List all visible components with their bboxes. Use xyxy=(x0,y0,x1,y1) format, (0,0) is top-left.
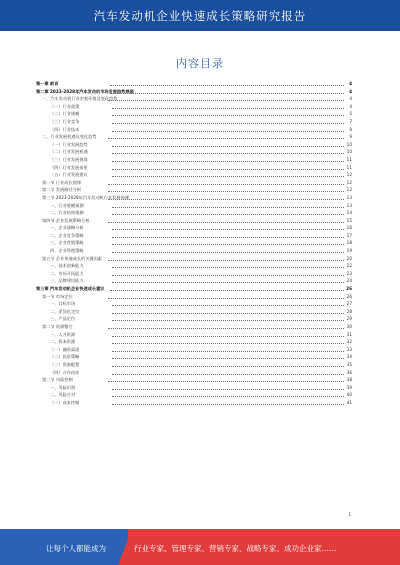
toc-dot-leader xyxy=(112,169,344,170)
toc-entry-page: 12 xyxy=(346,187,352,193)
footer-slogan-left: 让每个人都能成为 xyxy=(46,544,106,553)
footer-slogan-right: 行业专家、管理专家、营销专家、战略专家、成功企业家…… xyxy=(134,544,337,553)
toc-dot-leader xyxy=(112,229,344,230)
toc-entry[interactable] xyxy=(36,331,352,339)
page-number: 1 xyxy=(348,512,351,517)
table-of-contents xyxy=(36,80,352,407)
toc-entry-title: 第三节 2023-2028年汽车发动机行业发展预测 xyxy=(42,194,129,200)
toc-entry-page: 12 xyxy=(346,172,352,178)
toc-entry-title: 二、企业竞争策略 xyxy=(50,232,84,238)
report-title: 汽车发动机企业快速成长策略研究报告 xyxy=(93,9,307,23)
toc-entry-title: 第二章 2023-2028年汽车发动机市场发展趋势展望 xyxy=(36,88,134,94)
toc-dot-leader xyxy=(112,305,344,306)
toc-entry-title: 一、企业战略分析 xyxy=(50,225,84,231)
toc-entry[interactable] xyxy=(36,338,352,346)
toc-entry[interactable] xyxy=(36,133,352,141)
toc-entry-page: 39 xyxy=(346,384,352,390)
toc-entry[interactable] xyxy=(36,361,352,369)
toc-entry-page: 40 xyxy=(346,392,352,398)
toc-entry-title: 一、汽车发动机行业宏观环境及变化趋势 xyxy=(42,96,118,102)
toc-entry-title: 第二节 发展路径分析 xyxy=(42,187,82,193)
toc-entry-title: （一）融资渠道 xyxy=(50,346,80,352)
toc-entry[interactable] xyxy=(36,95,352,103)
toc-entry[interactable] xyxy=(36,353,352,361)
toc-entry-page: 23 xyxy=(346,270,352,276)
toc-entry[interactable] xyxy=(36,126,352,134)
toc-entry-title: 一、人才资源 xyxy=(50,331,76,337)
toc-entry-title: （二）投资策略 xyxy=(50,354,80,360)
toc-entry[interactable] xyxy=(36,141,352,149)
toc-entry[interactable] xyxy=(36,376,352,384)
toc-dot-leader xyxy=(112,358,344,359)
toc-entry-title: 一、技术创新能力 xyxy=(50,263,84,269)
header-bar xyxy=(0,0,400,31)
toc-dot-leader xyxy=(112,336,344,337)
toc-entry[interactable] xyxy=(36,384,352,392)
toc-entry-page: 27 xyxy=(346,301,352,307)
toc-entry-page: 13 xyxy=(346,202,352,208)
toc-entry-page: 17 xyxy=(346,232,352,238)
toc-dot-leader xyxy=(108,100,344,101)
toc-entry-page: 30 xyxy=(346,324,352,329)
toc-entry[interactable] xyxy=(36,239,352,247)
toc-entry-page: 4 xyxy=(349,88,352,94)
toc-entry-title: 第一章 前言 xyxy=(36,81,59,86)
toc-entry[interactable] xyxy=(36,369,352,377)
toc-dot-leader xyxy=(112,214,344,215)
toc-entry[interactable] xyxy=(36,164,352,172)
toc-entry-title: 一、目标市场 xyxy=(50,301,76,307)
toc-dot-leader xyxy=(112,320,344,321)
toc-entry-page: 16 xyxy=(346,225,352,231)
toc-dot-leader xyxy=(110,290,344,291)
toc-chapter-entry[interactable] xyxy=(36,88,352,96)
toc-chapter-entry[interactable] xyxy=(36,80,352,88)
toc-entry-title: 二、差异化定位 xyxy=(50,308,80,314)
toc-dot-leader xyxy=(108,328,344,329)
toc-dot-leader xyxy=(112,252,344,253)
toc-entry-title: （一）行业发展趋势 xyxy=(50,141,88,147)
toc-heading: 内容目录 xyxy=(176,57,224,70)
toc-entry[interactable] xyxy=(36,171,352,179)
toc-entry[interactable] xyxy=(36,247,352,255)
toc-dot-leader xyxy=(112,313,344,314)
toc-entry-title: （三）资源配置 xyxy=(50,361,80,367)
toc-dot-leader xyxy=(108,138,344,139)
toc-entry[interactable] xyxy=(36,308,352,316)
toc-entry[interactable] xyxy=(36,255,352,263)
toc-entry-page: 4 xyxy=(349,96,352,102)
toc-entry[interactable] xyxy=(36,156,352,164)
toc-entry-title: （一）成本控制 xyxy=(50,399,80,405)
toc-entry-page: 36 xyxy=(346,369,352,375)
toc-dot-leader xyxy=(108,199,344,200)
toc-entry-page: 8 xyxy=(349,126,352,132)
toc-dot-leader xyxy=(110,93,344,94)
toc-entry[interactable] xyxy=(36,346,352,354)
toc-entry[interactable] xyxy=(36,277,352,285)
toc-entry-title: 第五节 企业快速成长的关键因素 xyxy=(42,255,102,261)
toc-entry-page: 20 xyxy=(346,255,352,261)
toc-entry-page: 10 xyxy=(346,149,352,155)
footer-divider xyxy=(118,529,132,565)
toc-dot-leader xyxy=(108,222,344,223)
toc-entry-title: （四）行业发展前景 xyxy=(50,164,88,170)
footer-banner xyxy=(0,529,400,565)
toc-entry[interactable] xyxy=(36,194,352,202)
toc-entry-page: 9 xyxy=(349,134,352,140)
toc-entry-title: （三）行业竞争 xyxy=(50,118,80,124)
toc-chapter-entry[interactable] xyxy=(36,285,352,293)
toc-dot-leader xyxy=(112,153,344,154)
toc-entry-title: 第四节 企业发展策略分析 xyxy=(42,217,90,223)
toc-dot-leader xyxy=(112,244,344,245)
toc-entry-page: 28 xyxy=(346,308,352,314)
toc-entry-title: 第一节 行业成长规律 xyxy=(42,179,82,185)
toc-entry-page: 7 xyxy=(349,118,352,124)
toc-entry-page: 5 xyxy=(349,111,352,117)
toc-dot-leader xyxy=(110,85,344,86)
toc-dot-leader xyxy=(112,275,344,276)
toc-entry[interactable] xyxy=(36,209,352,217)
toc-entry-title: 三、品牌建设能力 xyxy=(50,278,84,284)
toc-dot-leader xyxy=(112,131,344,132)
toc-entry-title: （五）行业发展建议 xyxy=(50,172,88,178)
toc-entry-page: 13 xyxy=(346,194,352,200)
toc-entry-title: （四）行业技术 xyxy=(50,126,80,132)
toc-entry-page: 12 xyxy=(346,179,352,185)
toc-entry-title: 二、行业发展机遇及变化趋势 xyxy=(42,134,97,140)
toc-dot-leader xyxy=(112,366,344,367)
toc-entry[interactable] xyxy=(36,293,352,301)
toc-entry[interactable] xyxy=(36,262,352,270)
toc-entry-page: 15 xyxy=(346,217,352,223)
toc-entry-page: 14 xyxy=(346,210,352,216)
toc-entry-page: 26 xyxy=(346,293,352,299)
toc-entry-page: 18 xyxy=(346,240,352,246)
toc-entry[interactable] xyxy=(36,118,352,126)
toc-dot-leader xyxy=(112,237,344,238)
toc-entry-page: 19 xyxy=(346,248,352,254)
toc-entry[interactable] xyxy=(36,110,352,118)
toc-entry[interactable] xyxy=(36,148,352,156)
toc-entry-page: 10 xyxy=(346,141,352,147)
toc-entry[interactable] xyxy=(36,399,352,407)
toc-entry[interactable] xyxy=(36,202,352,210)
toc-dot-leader xyxy=(112,123,344,124)
toc-entry-title: （二）行业发展机遇 xyxy=(50,149,88,155)
toc-entry-title: 第三节 风险控制 xyxy=(42,377,73,383)
toc-entry-title: （三）行业发展挑战 xyxy=(50,156,88,162)
toc-dot-leader xyxy=(108,381,344,382)
toc-entry-title: 一、风险识别 xyxy=(50,384,76,390)
toc-entry[interactable] xyxy=(36,186,352,194)
toc-entry-page: 4 xyxy=(349,81,352,86)
toc-entry[interactable] xyxy=(36,300,352,308)
toc-dot-leader xyxy=(112,161,344,162)
toc-dot-leader xyxy=(108,184,344,185)
toc-entry[interactable] xyxy=(36,224,352,232)
toc-entry-title: 第二节 资源整合 xyxy=(42,324,73,329)
toc-entry[interactable] xyxy=(36,270,352,278)
toc-dot-leader xyxy=(112,176,344,177)
toc-entry-page: 26 xyxy=(346,286,352,292)
toc-entry-page: 29 xyxy=(346,316,352,322)
toc-dot-leader xyxy=(112,146,344,147)
toc-entry-page: 31 xyxy=(346,331,352,337)
toc-dot-leader xyxy=(108,260,344,261)
toc-dot-leader xyxy=(112,108,344,109)
toc-entry-page: 24 xyxy=(346,278,352,284)
toc-entry[interactable] xyxy=(36,315,352,323)
toc-entry[interactable] xyxy=(36,103,352,111)
toc-dot-leader xyxy=(112,374,344,375)
toc-entry-title: （四）合作伙伴 xyxy=(50,369,80,375)
toc-entry-title: 第一节 市场定位 xyxy=(42,293,73,299)
toc-entry-page: 22 xyxy=(346,263,352,269)
toc-entry-page: 11 xyxy=(346,156,352,162)
toc-dot-leader xyxy=(112,343,344,344)
toc-entry-page: 33 xyxy=(346,346,352,352)
toc-entry-page: 34 xyxy=(346,354,352,360)
toc-dot-leader xyxy=(112,389,344,390)
toc-dot-leader xyxy=(112,404,344,405)
toc-entry-title: （二）行业规模 xyxy=(50,111,80,117)
toc-entry-page: 41 xyxy=(346,399,352,405)
toc-entry-title: （一）行业政策 xyxy=(50,103,80,109)
toc-dot-leader xyxy=(112,351,344,352)
toc-entry-page: 35 xyxy=(346,361,352,367)
toc-entry[interactable] xyxy=(36,179,352,187)
toc-entry-title: 一、行业规模预测 xyxy=(50,202,84,208)
toc-dot-leader xyxy=(112,267,344,268)
toc-dot-leader xyxy=(112,207,344,208)
toc-entry-page: 11 xyxy=(346,164,352,170)
toc-entry-title: 三、企业营销策略 xyxy=(50,240,84,246)
toc-entry[interactable] xyxy=(36,217,352,225)
toc-dot-leader xyxy=(108,191,344,192)
toc-dot-leader xyxy=(112,282,344,283)
toc-entry-title: 四、企业管理策略 xyxy=(50,248,84,254)
toc-dot-leader xyxy=(108,298,344,299)
toc-entry-title: 二、市场开拓能力 xyxy=(50,270,84,276)
toc-entry[interactable] xyxy=(36,323,352,331)
toc-entry-page: 4 xyxy=(349,103,352,109)
toc-entry[interactable] xyxy=(36,391,352,399)
toc-entry-title: 二、资本资源 xyxy=(50,339,76,345)
toc-dot-leader xyxy=(112,396,344,397)
toc-entry-title: 第三章 汽车发动机企业快速成长建议 xyxy=(36,286,105,292)
toc-entry-title: 三、产品定位 xyxy=(50,316,76,322)
toc-entry-title: 二、行业结构预测 xyxy=(50,210,84,216)
toc-dot-leader xyxy=(112,115,344,116)
toc-entry[interactable] xyxy=(36,232,352,240)
toc-entry-title: 二、风险应对 xyxy=(50,392,76,398)
toc-entry-page: 38 xyxy=(346,377,352,383)
toc-entry-page: 32 xyxy=(346,339,352,345)
